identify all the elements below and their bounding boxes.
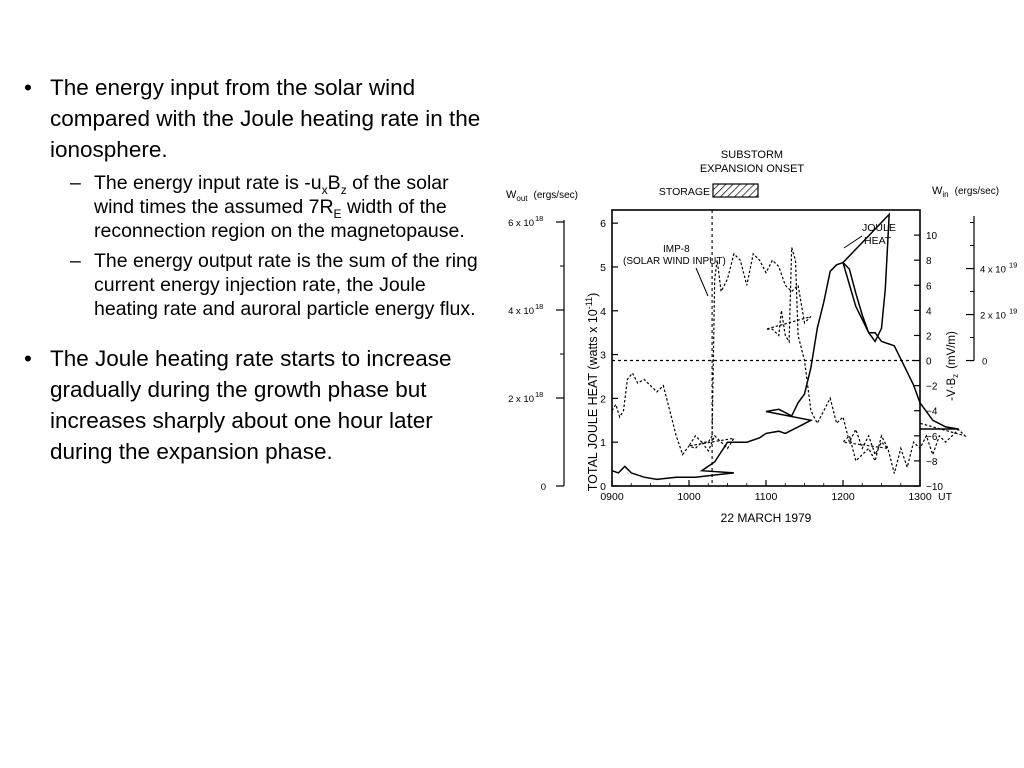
left-tick-label: 0 [600, 481, 606, 493]
storage-hatch-box [713, 184, 758, 197]
x-tick-label: 0900 [600, 491, 624, 503]
sub-bullet-input-rate [18, 171, 493, 243]
dash-glyph: – [70, 172, 81, 194]
slide-text [18, 72, 493, 467]
bullet-glyph: • [24, 75, 32, 100]
joule-heat-chart [500, 148, 1020, 528]
right-tick-label: −8 [926, 456, 938, 468]
x-axis-label: 22 MARCH 1979 [720, 511, 812, 525]
win-tick-label: 2 x 10 [980, 310, 1006, 322]
x-tick-label: 1300 [908, 491, 932, 503]
joule-heat-annotation-line1: JOULE [862, 222, 896, 234]
x-tick-label: 1200 [831, 491, 855, 503]
bullet-energy-input [18, 72, 493, 165]
wout-tick-exponent: 18 [535, 214, 544, 223]
x-unit-label: UT [938, 491, 952, 503]
right-tick-label: 0 [926, 356, 932, 368]
onset-title-line2: EXPANSION ONSET [699, 163, 805, 175]
right-tick-label: −10 [926, 482, 943, 493]
win-tick-label: 4 x 10 [980, 264, 1006, 276]
bullet-glyph: • [24, 346, 32, 371]
wout-tick-label: 0 [540, 482, 546, 493]
left-tick-label: 6 [600, 218, 606, 231]
wout-tick-label: 6 x 10 [508, 218, 534, 229]
sub-bullet-text: The energy input rate is $-u_xB_z$ of the solar wind times the assumed $7R_E$ width of the reconnection region on the magnetopause. [94, 172, 465, 242]
bullet-text: The Joule heating rate starts to increase gradually during the growth phase but increases sharply about one hour later during the expansion phase. [50, 346, 452, 464]
wout-tick-exponent: 18 [535, 390, 544, 399]
plot-frame [612, 210, 920, 486]
right-tick-label: −2 [926, 381, 938, 393]
joule-heat-figure [500, 148, 1020, 528]
left-tick-label: 2 [600, 393, 606, 406]
imp8-annotation-line2: (SOLAR WIND INPUT) [623, 256, 726, 267]
right-tick-label: 2 [926, 331, 932, 343]
right-tick-label: 6 [926, 281, 932, 293]
left-tick-label: 1 [600, 437, 606, 450]
wout-axis-title: $W_{out}$ (ergs/sec) [506, 189, 578, 203]
imp8-pointer [696, 268, 708, 296]
joule-heat-annotation-line2: HEAT [864, 235, 892, 247]
right-tick-label: −6 [926, 431, 938, 443]
left-tick-label: 3 [600, 349, 606, 362]
right-tick-label: 4 [926, 306, 932, 318]
sub-bullet-text: The energy output rate is the sum of the ring current energy injection rate, the Joule heating rate and auroral particle energy flux. [94, 250, 478, 320]
bullet-joule-heating [18, 343, 493, 467]
onset-title-line1: SUBSTORM [720, 149, 784, 161]
left-tick-label: 5 [600, 261, 606, 274]
dash-glyph: – [70, 250, 81, 272]
imp8-annotation-line1: IMP-8 [663, 244, 690, 255]
x-tick-label: 1100 [754, 491, 778, 503]
right-tick-label: 8 [926, 256, 932, 268]
left-tick-label: 4 [600, 305, 606, 318]
wout-tick-label: 4 x 10 [508, 306, 534, 317]
storage-label: STORAGE [658, 186, 710, 198]
sub-bullet-output-rate [18, 249, 493, 321]
axes-layer [508, 210, 1017, 503]
win-tick-exponent: 19 [1009, 260, 1018, 270]
win-axis-title: $W_{in}$ (ergs/sec) [932, 185, 1000, 199]
right-tick-label: 10 [926, 231, 938, 243]
win-tick-label: 0 [982, 356, 988, 368]
x-tick-label: 1000 [677, 491, 701, 503]
win-tick-exponent: 19 [1009, 306, 1018, 316]
right-axis-title: $-V\cdot B_z(mV/m)$ [946, 331, 960, 401]
wout-tick-exponent: 18 [535, 302, 544, 311]
wout-tick-label: 2 x 10 [508, 394, 534, 405]
bullet-text: The energy input from the solar wind compared with the Joule heating rate in the ionosphere. [50, 75, 481, 162]
right-tick-label: −4 [926, 406, 938, 418]
left-axis-title: TOTAL JOULE HEAT (watts x $10^{-11}$) [584, 292, 600, 492]
